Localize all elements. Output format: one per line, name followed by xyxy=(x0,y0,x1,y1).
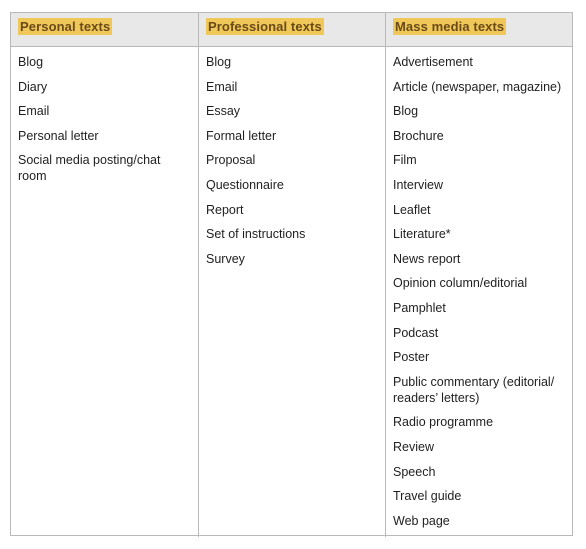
list-item: Email xyxy=(18,104,50,119)
list-item: Proposal xyxy=(206,153,256,168)
list-item: Pamphlet xyxy=(393,300,446,315)
list-item: Podcast xyxy=(393,325,439,340)
list-item: Report xyxy=(206,202,244,217)
list-item: Formal letter xyxy=(206,128,277,143)
list-item: Review xyxy=(393,439,434,454)
list-item: Brochure xyxy=(393,128,444,143)
list-item: Web page xyxy=(393,513,450,528)
list-item: Travel guide xyxy=(393,489,462,504)
list-item: Diary xyxy=(18,79,48,94)
list-item: Public commentary (editorial/ readers’ letters) xyxy=(393,374,555,405)
header-personal-texts: Personal texts xyxy=(20,19,111,34)
list-item: Poster xyxy=(393,350,430,365)
list-item: Set of instructions xyxy=(206,227,306,242)
list-item: Film xyxy=(393,153,417,168)
list-item: Interview xyxy=(393,177,444,192)
list-item: Email xyxy=(206,79,238,94)
list-item: Blog xyxy=(393,104,419,119)
text-types-table xyxy=(10,12,573,536)
list-item: Leaflet xyxy=(393,202,431,217)
header-cell-professional xyxy=(198,13,385,47)
list-item: Questionnaire xyxy=(206,177,284,192)
header-professional-texts: Professional texts xyxy=(208,19,322,34)
list-item: Literature* xyxy=(393,227,451,242)
column-personal-texts xyxy=(11,47,198,537)
list-item: Opinion column/editorial xyxy=(393,276,528,291)
list-item: Blog xyxy=(18,55,44,69)
list-item: Advertisement xyxy=(393,55,473,69)
list-item: Personal letter xyxy=(18,128,99,143)
list-item: Article (newspaper, magazine) xyxy=(393,79,562,94)
header-mass-media-texts: Mass media texts xyxy=(395,19,505,34)
list-item: Survey xyxy=(206,251,245,266)
column-mass-media-texts xyxy=(385,47,572,537)
list-item: Social media posting/chat room xyxy=(18,153,161,184)
list-item: News report xyxy=(393,251,461,266)
column-professional-texts xyxy=(198,47,385,537)
list-item: Speech xyxy=(393,464,436,479)
list-item: Blog xyxy=(206,55,232,69)
list-item: Radio programme xyxy=(393,415,494,430)
header-cell-personal xyxy=(11,13,198,47)
header-cell-mass-media xyxy=(385,13,572,47)
list-item: Essay xyxy=(206,104,241,119)
